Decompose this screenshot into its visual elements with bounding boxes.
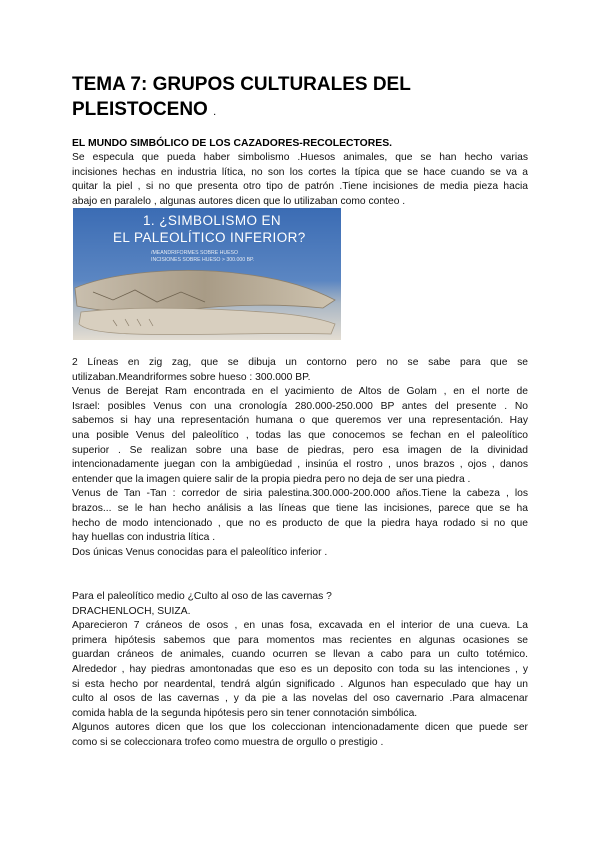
body-line: Israel: posibles Venus con una cronología 280.000-250.000 BP antes del presente . No bbox=[72, 400, 528, 412]
slide-caption-line-2: INCISIONES SOBRE HUESO > 300.000 BP. bbox=[151, 257, 255, 263]
body-line: superior . Se realizan sobre una base de piedras, pero esa imagen de la divinidad bbox=[72, 444, 528, 456]
title-suffix: . bbox=[213, 106, 217, 118]
intro-line: Se especula que pueda haber simbolismo .Huesos animales, que se han hecho varias bbox=[72, 152, 528, 163]
body-line: Venus de Berejat Ram encontrada en el yacimiento de Altos de Golam , en el norte de bbox=[72, 386, 528, 398]
intro-line: incisiones hechas en industria lítica, no son los cortes la típica que se hace cuando se va a bbox=[72, 166, 528, 178]
title-line-1: TEMA 7: GRUPOS CULTURALES DEL bbox=[72, 74, 411, 95]
title-line-2: PLEISTOCENO bbox=[72, 99, 208, 120]
body-line: hay huellas con industria lítica . bbox=[72, 532, 216, 544]
body-line: Dos únicas Venus conocidas para el paleolítico inferior . bbox=[72, 546, 328, 558]
intro-paragraph bbox=[72, 151, 528, 209]
body-line: brazos... se le han hecho análisis a las líneas que tiene las incisiones, parece que se ha bbox=[72, 502, 528, 514]
body-line: comida habla de la segunda hipótesis pero sin tener connotación simbólica. bbox=[72, 707, 418, 719]
body-line: sabemos si hay una representación humana o que queremos ver una representación. Hay bbox=[72, 415, 528, 427]
section-heading: EL MUNDO SIMBÓLICO DE LOS CAZADORES-RECOLECTORES. bbox=[72, 138, 393, 149]
body-line: DRACHENLOCH, SUIZA. bbox=[72, 605, 191, 617]
body-line: Aparecieron 7 cráneos de osos , en unas fosa, excavada en el interior de una cueva. La bbox=[72, 620, 528, 632]
body-line: si esta hecho por neardental, tendrá algún significado . Algunos han especulado que hay un bbox=[72, 678, 528, 690]
body-line: como si se coleccionara trofeo como muestra de orgullo o prestigio . bbox=[72, 736, 384, 748]
slide-caption-line-1: /MEANDRIFORMES SOBRE HUESO bbox=[151, 250, 239, 256]
intro-line: abajo en paralelo , algunas autores dicen que lo utilizaban como conteo . bbox=[72, 195, 406, 207]
body-line: 2 Líneas en zig zag, que se dibuja un contorno pero no se sabe para que se bbox=[72, 357, 528, 368]
body-line: utilizaban.Meandriformes sobre hueso : 300.000 BP. bbox=[72, 371, 311, 383]
page-title bbox=[72, 72, 472, 125]
slide-illustration bbox=[73, 208, 341, 340]
body-line: una posible Venus del paleolítico , todas las que conocemos se fechan en el paleolítico bbox=[72, 429, 528, 441]
intro-line: quitar la piel , si no que presenta otro tipo de patrón .Tiene incisiones de media pieza hacia bbox=[72, 181, 528, 193]
medio-paragraph bbox=[72, 590, 528, 751]
body-line: Para el paleolítico medio ¿Culto al oso de las cavernas ? bbox=[72, 591, 332, 602]
body-line: Venus de Tan -Tan : corredor de siria palestina.300.000-200.000 años.Tiene la cabeza , los bbox=[72, 488, 528, 500]
body-line: Alrededor , hay piedras amontonadas que eso es un deposito con toda su las intenciones , y bbox=[72, 663, 528, 675]
body-line: primera hipótesis sabemos que para momentos mas recientes en algunas ocasiones se bbox=[72, 634, 528, 646]
venus-paragraph bbox=[72, 356, 528, 560]
body-line: culto al osos de las cavernas , y da pie a las novelas del oso cavernario .Para almacenar bbox=[72, 693, 528, 705]
slide-title-line-2: EL PALEOLÍTICO INFERIOR? bbox=[113, 230, 306, 245]
slide-title-line-1: 1. ¿SIMBOLISMO EN bbox=[143, 213, 282, 228]
body-line: intencionadamente juegan con la ambigüedad , insinúa el rostro , unos brazos , ojos , danos bbox=[72, 459, 528, 471]
body-line: hecho de modo intencionado , que no es producto de que la piedra haya rodado si no que bbox=[72, 517, 528, 529]
body-line: entender que la imagen quiere salir de la propia piedra pero no deja de ser una piedra . bbox=[72, 473, 471, 485]
body-line: guardan cráneos de animales, cuando ocurren se llevan a cabo para un culto totémico. bbox=[72, 649, 528, 661]
bone-incisions-slide-image bbox=[73, 208, 341, 340]
body-line: Algunos autores dicen que los que los coleccionan intencionadamente dicen que puede ser bbox=[72, 722, 528, 734]
